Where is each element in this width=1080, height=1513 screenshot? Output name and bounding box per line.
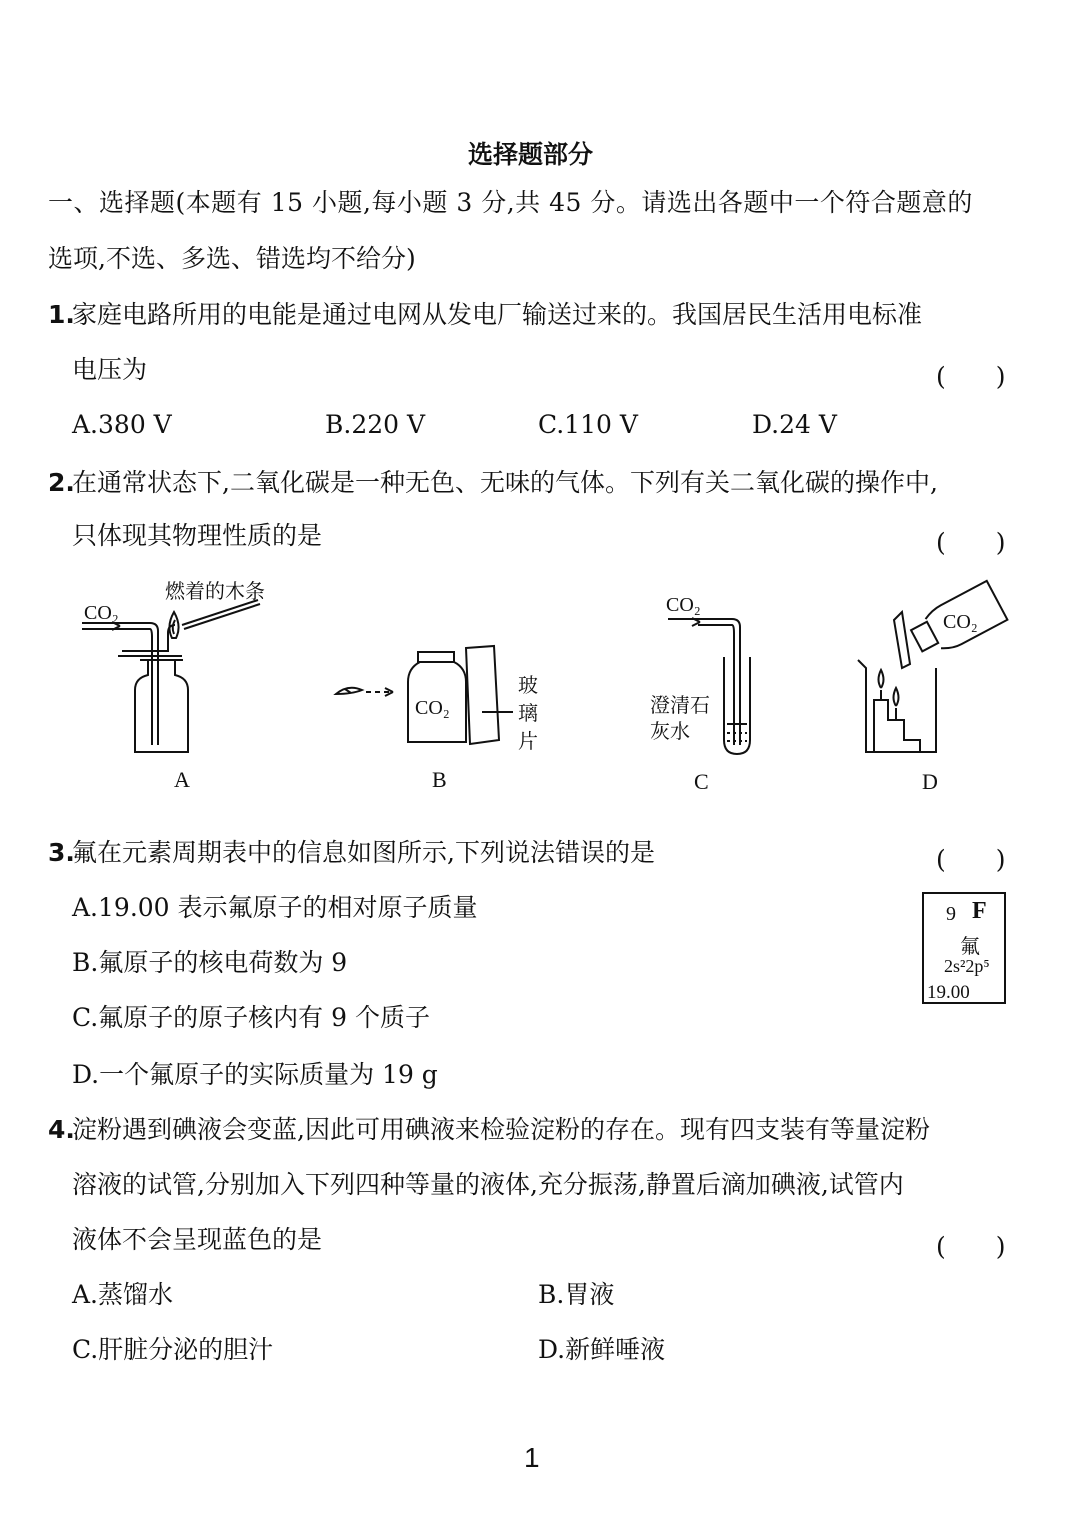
option-d[interactable]: D.一个氟原子的实际质量为 19 g (72, 1060, 438, 1089)
option-d[interactable]: D.新鲜唾液 (538, 1335, 666, 1364)
apparatus-c-co2: CO₂ (666, 594, 701, 616)
instruction-line-1: 一、选择题(本题有 15 小题,每小题 3 分,共 45 分。请选出各题中一个符合题意的 (48, 188, 973, 217)
question-stem-line: 液体不会呈现蓝色的是 (72, 1225, 323, 1254)
option-a[interactable]: A.19.00 表示氟原子的相对原子质量 (72, 893, 478, 922)
option-b[interactable]: B.220 V (325, 410, 426, 439)
apparatus-label-c: C (694, 769, 709, 794)
question-number: 3. (48, 838, 75, 867)
option-b[interactable]: B.胃液 (538, 1280, 615, 1309)
apparatus-d-beaker (858, 581, 1007, 752)
question-stem-line: 在通常状态下,二氧化碳是一种无色、无味的气体。下列有关二氧化碳的操作中, (72, 468, 938, 497)
question-number: 2. (48, 468, 75, 497)
instruction-line-2: 选项,不选、多选、错选均不给分) (48, 244, 416, 273)
answer-bracket[interactable]: ( ) (936, 528, 1006, 557)
question-stem-line: 氟在元素周期表中的信息如图所示,下列说法错误的是 (72, 838, 655, 867)
question-stem-line: 只体现其物理性质的是 (72, 521, 323, 550)
apparatus-b-co2: CO₂ (415, 697, 450, 719)
atomic-number: 9 (946, 903, 956, 925)
apparatus-b-glass-label: 片 (518, 731, 538, 753)
page-number: 1 (524, 1442, 540, 1473)
option-a[interactable]: A.380 V (72, 410, 172, 439)
option-b[interactable]: B.氟原子的核电荷数为 9 (72, 948, 348, 977)
apparatus-label-b: B (432, 767, 447, 792)
option-c[interactable]: C.氟原子的原子核内有 9 个质子 (72, 1003, 430, 1032)
apparatus-c-limewater-label: 澄清石 (650, 695, 710, 717)
apparatus-a-co2: CO₂ (84, 602, 119, 624)
answer-bracket[interactable]: ( ) (936, 1232, 1006, 1261)
electron-config: 2s²2p⁵ (944, 956, 990, 976)
apparatus-label-a: A (174, 767, 190, 792)
option-c[interactable]: C.110 V (538, 410, 638, 439)
apparatus-figure (0, 570, 1080, 810)
option-c[interactable]: C.肝脏分泌的胆汁 (72, 1335, 274, 1364)
question-stem-line: 淀粉遇到碘液会变蓝,因此可用碘液来检验淀粉的存在。现有四支装有等量淀粉 (72, 1115, 930, 1144)
apparatus-d-co2: CO₂ (943, 611, 978, 633)
apparatus-b-glass-label: 璃 (518, 703, 538, 725)
question-stem-line: 电压为 (72, 355, 148, 384)
question-number: 4. (48, 1115, 75, 1144)
apparatus-b-glass-label: 玻 (518, 675, 538, 697)
section-title: 选择题部分 (468, 140, 594, 169)
apparatus-label-d: D (922, 769, 938, 794)
question-number: 1. (48, 300, 75, 329)
apparatus-c-limewater-label: 灰水 (650, 721, 690, 743)
answer-bracket[interactable]: ( ) (936, 362, 1006, 391)
question-stem-line: 家庭电路所用的电能是通过电网从发电厂输送过来的。我国居民生活用电标准 (72, 300, 923, 329)
apparatus-b-bottle (336, 646, 513, 744)
atomic-mass: 19.00 (927, 982, 970, 1003)
element-card-fluorine (922, 892, 1006, 1004)
apparatus-a-stick-label: 燃着的木条 (165, 581, 265, 603)
option-a[interactable]: A.蒸馏水 (72, 1280, 174, 1309)
answer-bracket[interactable]: ( ) (936, 845, 1006, 874)
element-name: 氟 (960, 934, 980, 958)
element-symbol: F (972, 898, 987, 924)
question-stem-line: 溶液的试管,分别加入下列四种等量的液体,充分振荡,静置后滴加碘液,试管内 (72, 1170, 904, 1199)
option-d[interactable]: D.24 V (752, 410, 837, 439)
